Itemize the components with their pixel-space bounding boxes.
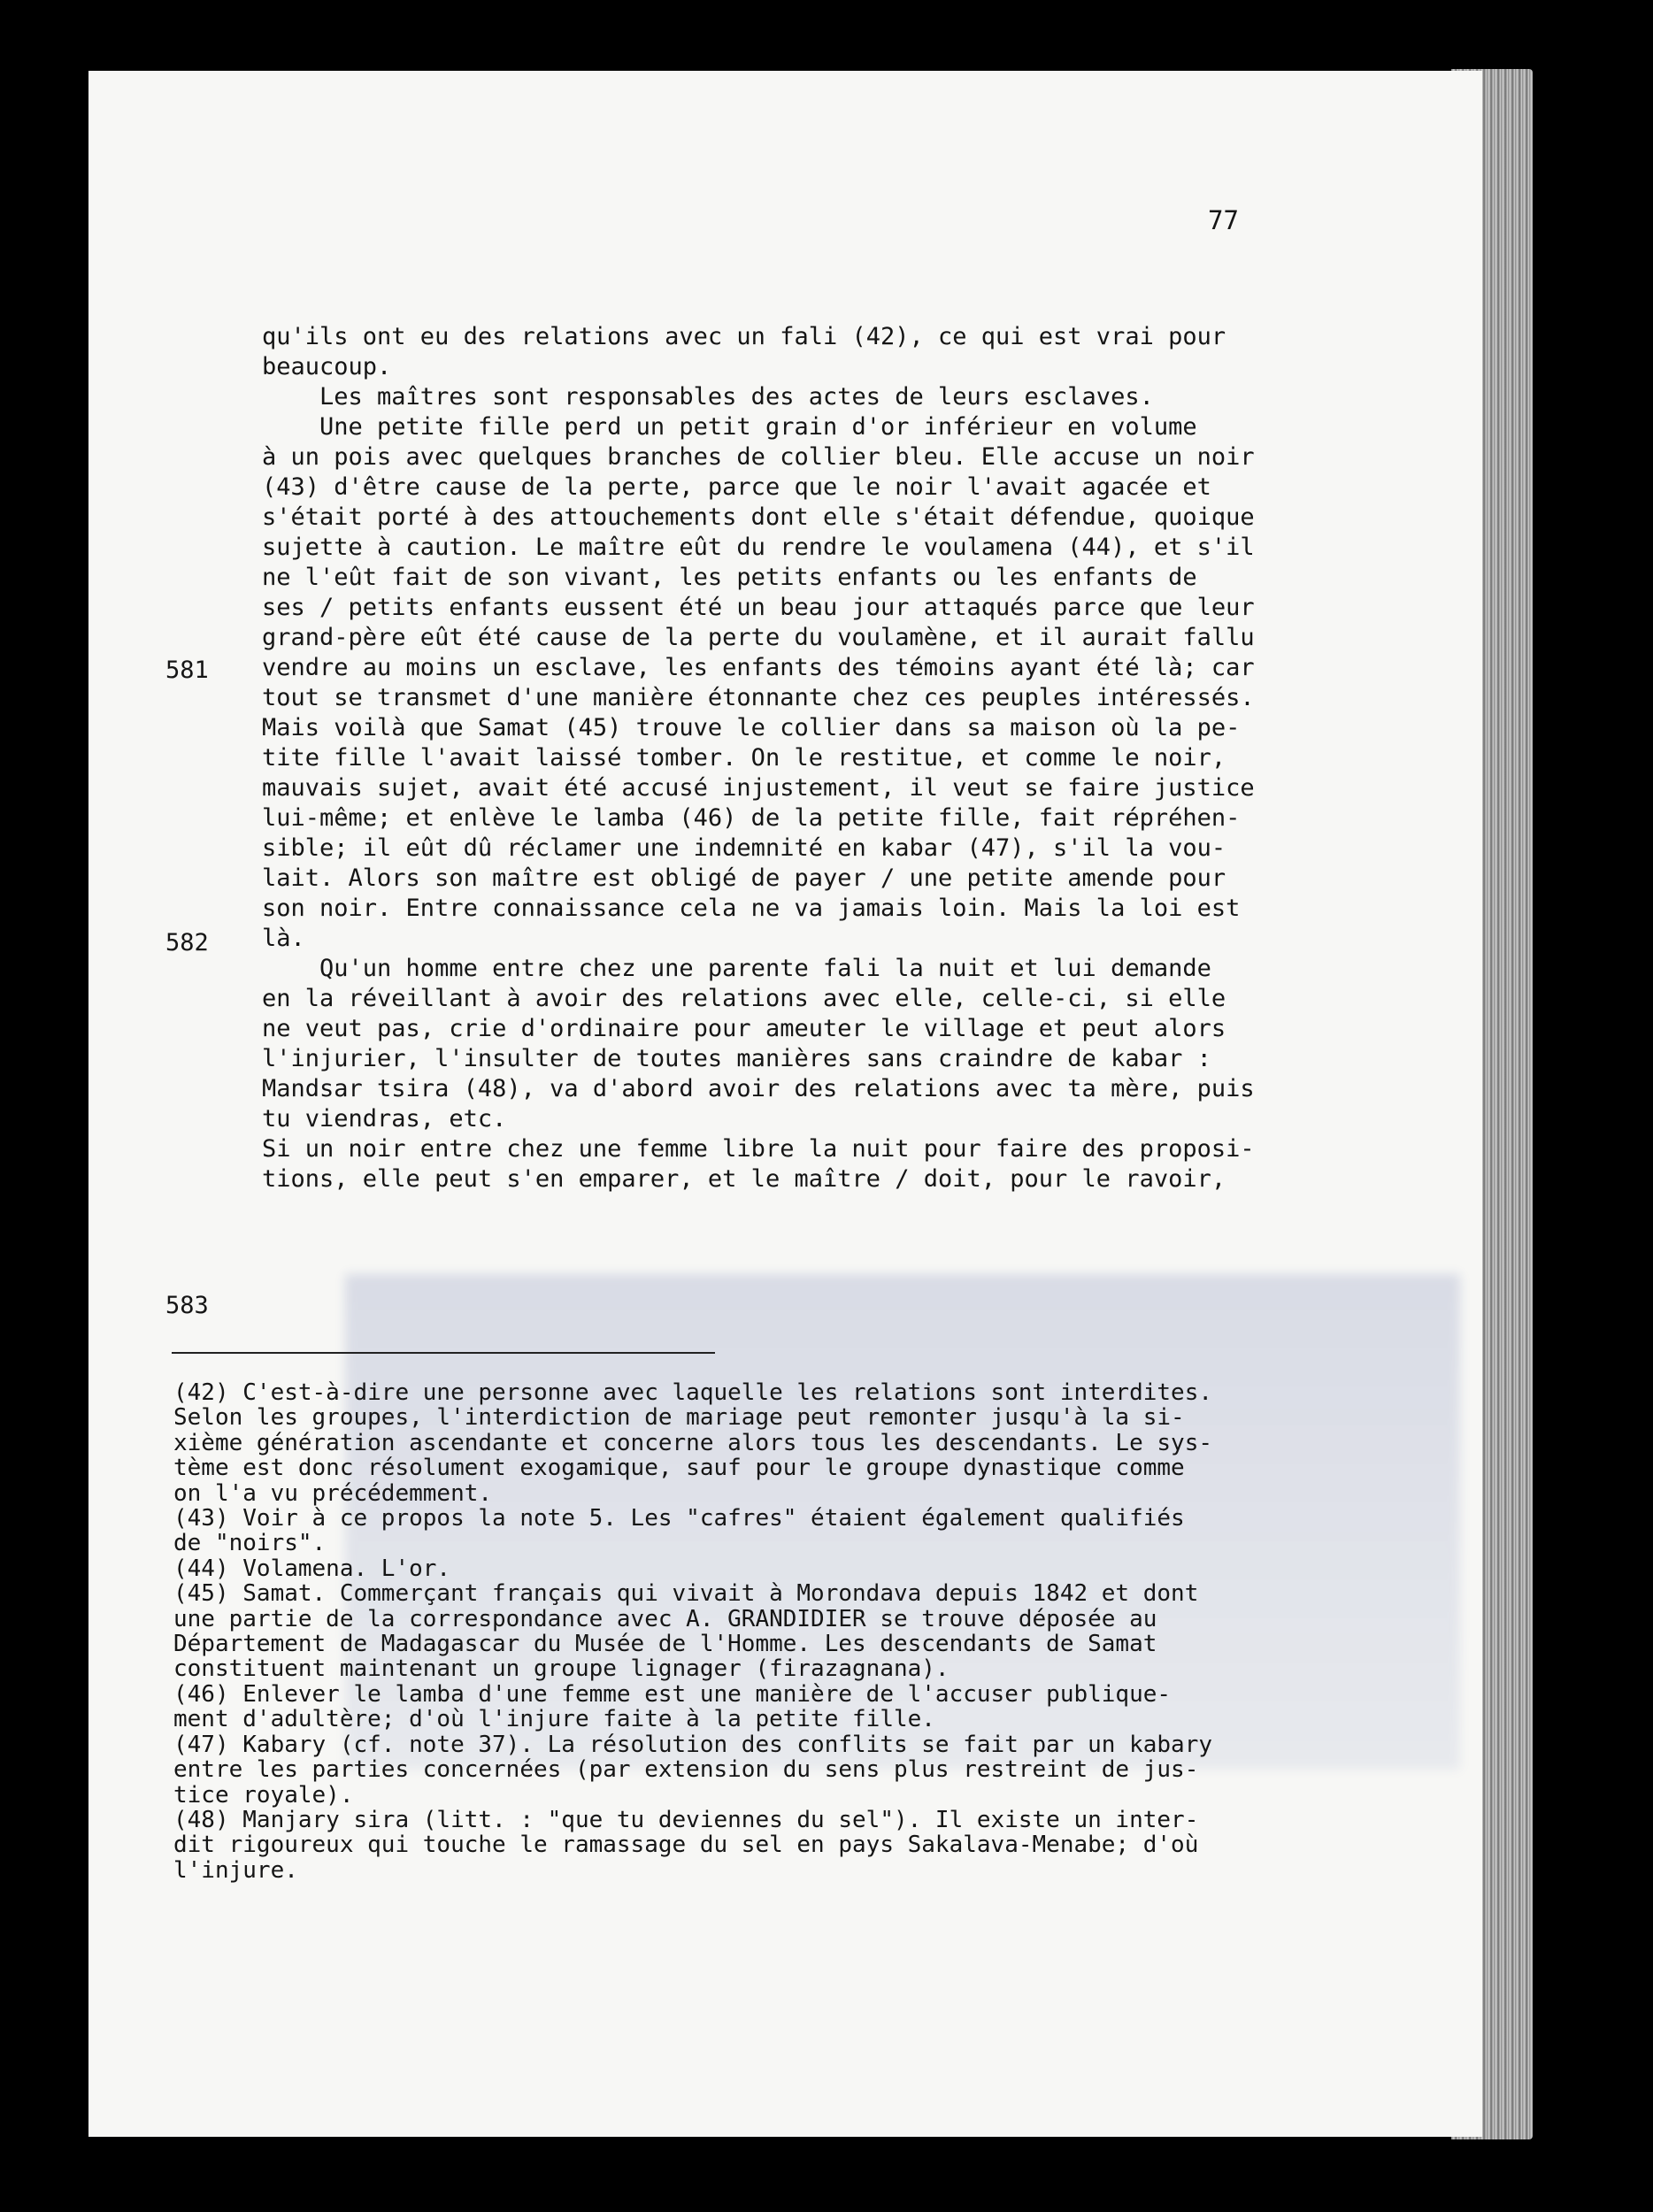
footnote-line: constituent maintenant un groupe lignager (firazagnana).: [173, 1655, 950, 1683]
margin-ref-582: 582: [165, 929, 209, 956]
margin-ref-581: 581: [165, 657, 209, 684]
body-line: en la réveillant à avoir des relations avec elle, celle-ci, si elle: [262, 985, 1226, 1012]
body-line: Si un noir entre chez une femme libre la nuit pour faire des proposi-: [262, 1135, 1255, 1163]
footnote-line: on l'a vu précédemment.: [173, 1479, 493, 1507]
body-line: sujette à caution. Le maître eût du rendre le voulamena (44), et s'il: [262, 534, 1255, 561]
body-line: l'injurier, l'insulter de toutes manières sans craindre de kabar :: [262, 1045, 1211, 1072]
body-line: ne veut pas, crie d'ordinaire pour ameuter le village et peut alors: [262, 1015, 1226, 1042]
body-line: tite fille l'avait laissé tomber. On le restitue, et comme le noir,: [262, 744, 1226, 772]
body-line: tout se transmet d'une manière étonnante chez ces peuples intéressés.: [262, 684, 1255, 711]
body-line: lui-même; et enlève le lamba (46) de la petite fille, fait répréhen-: [262, 804, 1241, 832]
footnote-line: (45) Samat. Commerçant français qui vivait à Morondava depuis 1842 et dont: [173, 1580, 1199, 1608]
footnote-line: dit rigoureux qui touche le ramassage du sel en pays Sakalava-Menabe; d'où: [173, 1832, 1199, 1859]
body-line: à un pois avec quelques branches de collier bleu. Elle accuse un noir: [262, 443, 1255, 471]
footnote-line: (47) Kabary (cf. note 37). La résolution des conflits se fait par un kabary: [173, 1731, 1212, 1758]
body-line: tu viendras, etc.: [262, 1105, 507, 1133]
body-line: là.: [262, 925, 305, 952]
page-number: 77: [1208, 205, 1239, 235]
body-line: grand-père eût été cause de la perte du voulamène, et il aurait fallu: [262, 624, 1255, 651]
footnote-separator: [172, 1352, 715, 1354]
footnote-line: Selon les groupes, l'interdiction de mariage peut remonter jusqu'à la si-: [173, 1404, 1185, 1432]
body-line: Mandsar tsira (48), va d'abord avoir des relations avec ta mère, puis: [262, 1075, 1255, 1102]
body-line: Une petite fille perd un petit grain d'or inférieur en volume: [262, 413, 1197, 441]
body-line: Qu'un homme entre chez une parente fali la nuit et lui demande: [262, 955, 1211, 982]
body-line: beaucoup.: [262, 353, 392, 380]
body-line: Les maîtres sont responsables des actes de leurs esclaves.: [262, 383, 1154, 411]
footnote-line: tice royale).: [173, 1781, 354, 1809]
body-line: vendre au moins un esclave, les enfants des témoins ayant été là; car: [262, 654, 1255, 681]
footnote-line: xième génération ascendante et concerne alors tous les descendants. Le sys-: [173, 1429, 1212, 1456]
footnote-line: entre les parties concernées (par extension du sens plus restreint de jus-: [173, 1756, 1199, 1784]
body-line: sible; il eût dû réclamer une indemnité en kabar (47), s'il la vou-: [262, 834, 1226, 862]
body-line: lait. Alors son maître est obligé de payer / une petite amende pour: [262, 864, 1226, 892]
body-line: ne l'eût fait de son vivant, les petits enfants ou les enfants de: [262, 564, 1197, 591]
footnote-line: l'injure.: [173, 1856, 298, 1884]
body-line: (43) d'être cause de la perte, parce que le noir l'avait agacée et: [262, 473, 1211, 501]
footnote-line: de "noirs".: [173, 1530, 327, 1557]
margin-ref-583: 583: [165, 1292, 209, 1319]
footnote-line: (48) Manjary sira (litt. : "que tu deviennes du sel"). Il existe un inter-: [173, 1806, 1199, 1833]
footnote-line: (43) Voir à ce propos la note 5. Les "cafres" étaient également qualifiés: [173, 1505, 1185, 1532]
body-line: ses / petits enfants eussent été un beau jour attaqués parce que leur: [262, 594, 1255, 621]
body-line: mauvais sujet, avait été accusé injustement, il veut se faire justice: [262, 774, 1255, 802]
body-line: qu'ils ont eu des relations avec un fali (42), ce qui est vrai pour: [262, 323, 1226, 350]
footnote-line: (44) Volamena. L'or.: [173, 1555, 451, 1582]
footnotes: [173, 1380, 1324, 1883]
body-line: s'était porté à des attouchements dont elle s'était défendue, quoique: [262, 503, 1255, 531]
footnote-line: (46) Enlever le lamba d'une femme est une manière de l'accuser publique-: [173, 1680, 1172, 1708]
footnote-line: Département de Madagascar du Musée de l'Homme. Les descendants de Samat: [173, 1631, 1157, 1658]
footnote-line: ment d'adultère; d'où l'injure faite à la petite fille.: [173, 1706, 935, 1733]
footnote-line: (42) C'est-à-dire une personne avec laquelle les relations sont interdites.: [173, 1379, 1212, 1406]
body-line: tions, elle peut s'en emparer, et le maître / doit, pour le ravoir,: [262, 1165, 1226, 1193]
body-line: son noir. Entre connaissance cela ne va jamais loin. Mais la loi est: [262, 895, 1241, 922]
footnote-line: tème est donc résolument exogamique, sauf pour le groupe dynastique comme: [173, 1455, 1185, 1482]
footnote-line: une partie de la correspondance avec A. GRANDIDIER se trouve déposée au: [173, 1605, 1157, 1632]
body-text: [262, 322, 1324, 1194]
body-line: Mais voilà que Samat (45) trouve le collier dans sa maison où la pe-: [262, 714, 1241, 741]
